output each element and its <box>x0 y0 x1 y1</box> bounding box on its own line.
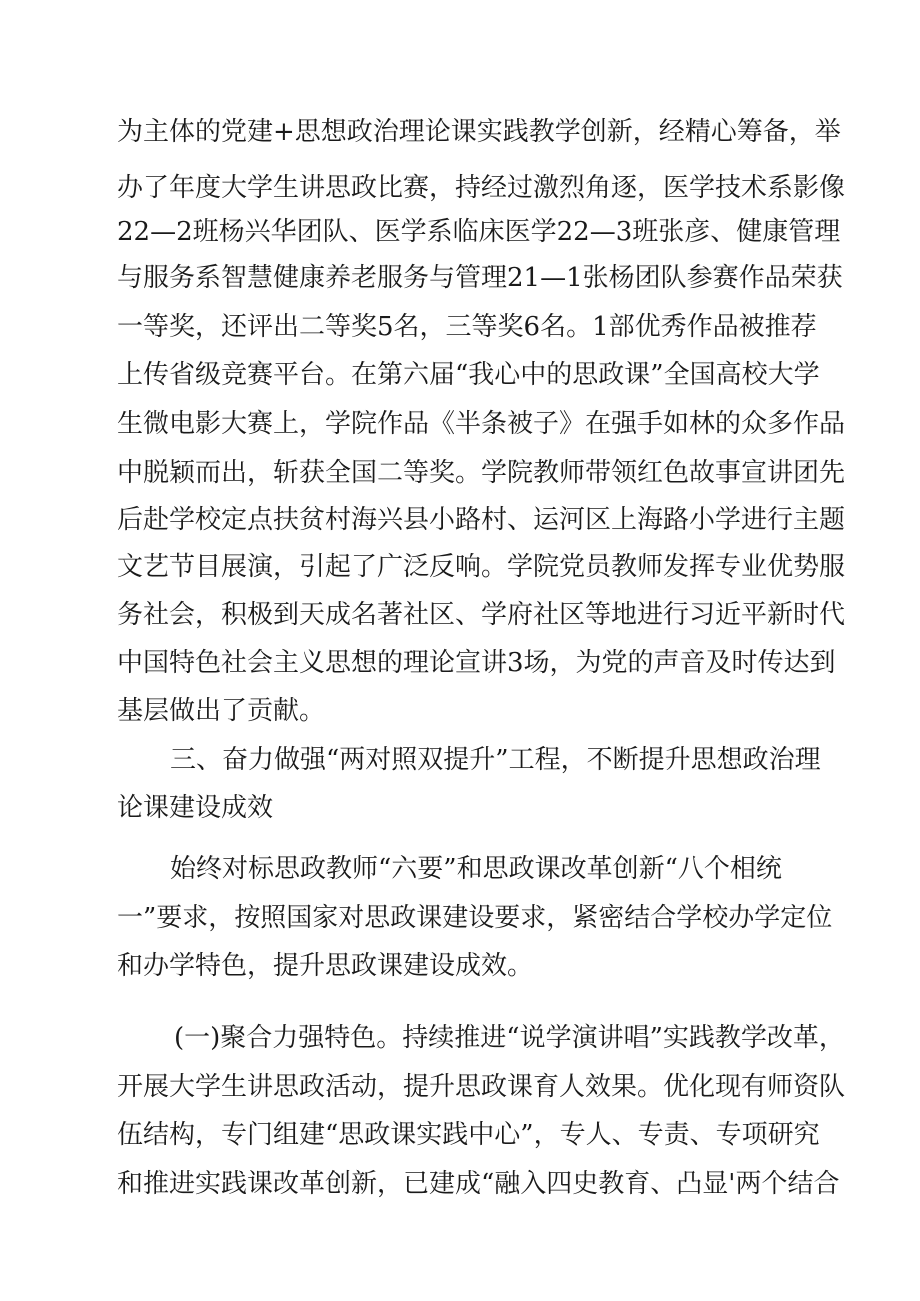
paragraph-line: 务社会，积极到天成名著社区、学府社区等地进行习近平新时代 <box>117 600 846 630</box>
section-heading-line: 三、奋力做强“两对照双提升”工程，不断提升思想政治理 <box>170 745 821 775</box>
paragraph-line: 和办学特色，提升思政课建设成效。 <box>117 951 534 981</box>
paragraph-line: 生微电影大赛上，学院作品《半条被子》在强手如林的众多作品 <box>117 409 846 439</box>
paragraph-line: 始终对标思政教师“六要”和思政课改革创新“八个相统 <box>170 854 782 884</box>
paragraph-line: 为主体的党建+思想政治理论课实践教学创新，经精心筹备，举 <box>117 117 841 147</box>
paragraph-line: 22—2班杨兴华团队、医学系临床医学22—3班张彦、健康管理 <box>117 217 841 247</box>
paragraph-line: 开展大学生讲思政活动，提升思政课育人效果。优化现有师资队 <box>117 1072 846 1102</box>
paragraph-line: (一)聚合力强特色。持续推进“说学演讲唱”实践教学改革， <box>174 1023 845 1053</box>
paragraph-line: 中国特色社会主义思想的理论宣讲3场，为党的声音及时传达到 <box>117 648 836 678</box>
paragraph-line: 上传省级竞赛平台。在第六届“我心中的思政课”全国高校大学 <box>117 360 820 390</box>
paragraph-line: 文艺节目展演，引起了广泛反响。学院党员教师发挥专业优势服 <box>117 552 846 582</box>
paragraph-line: 办了年度大学生讲思政比赛，持经过激烈角逐，医学技术系影像 <box>117 173 846 203</box>
section-heading-line: 论课建设成效 <box>117 793 274 823</box>
paragraph-line: 一等奖，还评出二等奖5名，三等奖6名。1部优秀作品被推荐 <box>117 312 817 342</box>
paragraph-line: 一”要求，按照国家对思政课建设要求，紧密结合学校办学定位 <box>117 903 833 933</box>
paragraph-line: 后赴学校定点扶贫村海兴县小路村、运河区上海路小学进行主题 <box>117 505 846 535</box>
paragraph-line: 中脱颖而出，斩获全国二等奖。学院教师带领红色故事宣讲团先 <box>117 458 846 488</box>
paragraph-line: 伍结构，专门组建“思政课实践中心”，专人、专责、专项研究 <box>117 1120 820 1150</box>
paragraph-line: 与服务系智慧健康养老服务与管理21—1张杨团队参赛作品荣获 <box>117 263 843 293</box>
paragraph-line: 和推进实践课改革创新，已建成“融入四史教育、凸显'两个结合 <box>117 1169 840 1199</box>
paragraph-line: 基层做出了贡献。 <box>117 696 326 726</box>
